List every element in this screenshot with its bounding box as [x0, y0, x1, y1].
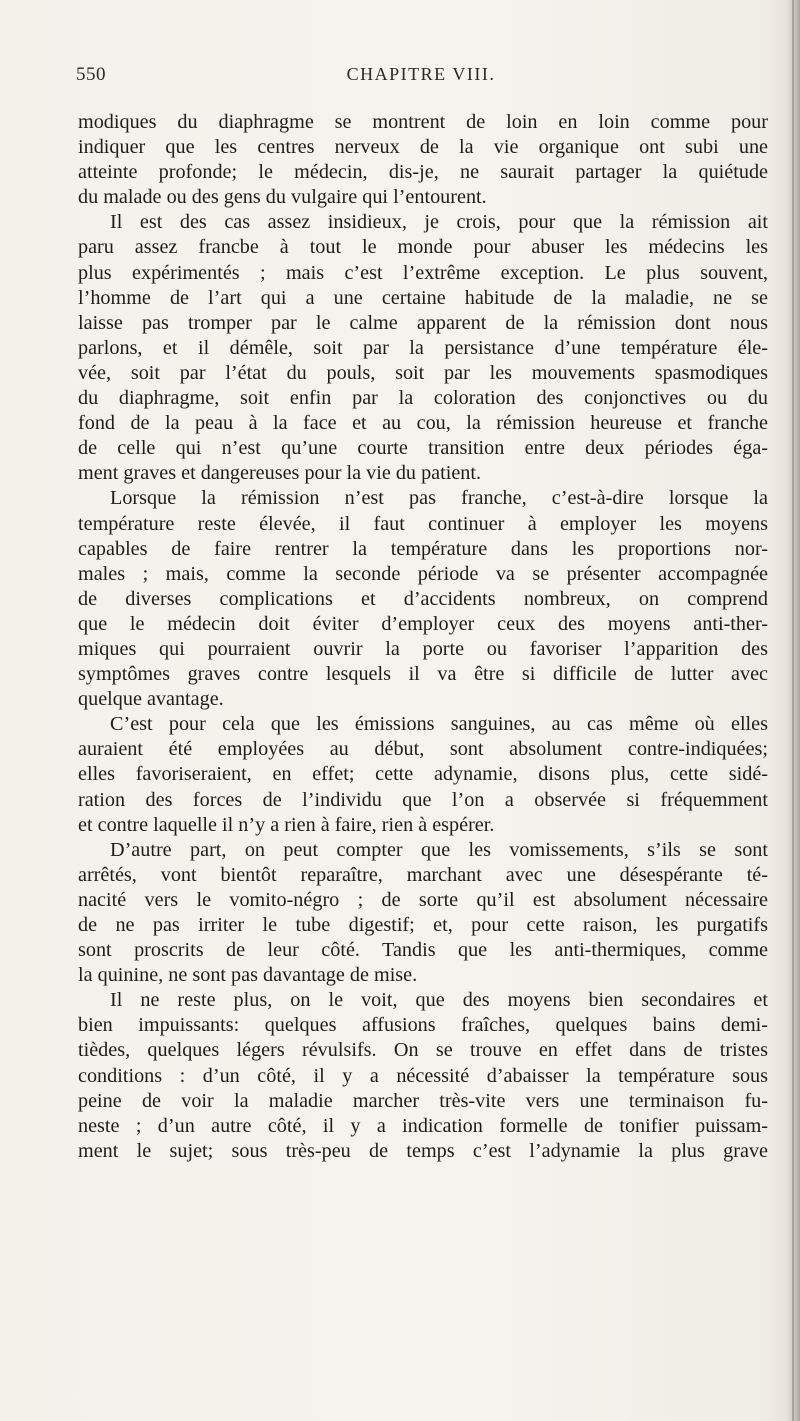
- text-line: elles favoriseraient, en effet; cette adynamie, disons plus, cette sidé-: [78, 763, 768, 786]
- text-line: capables de faire rentrer la température dans les proportions nor-: [78, 537, 768, 560]
- text-line: Lorsque la rémission n’est pas franche, c’est-à-dire lorsque la: [110, 487, 768, 510]
- text-line: auraient été employées au début, sont absolument contre-indiquées;: [78, 738, 768, 761]
- text-line: nacité vers le vomito-négro ; de sorte qu’il est absolument nécessaire: [78, 888, 768, 911]
- text-line: indiquer que les centres nerveux de la vie organique ont subi une: [78, 136, 768, 159]
- text-line: fond de la peau à la face et au cou, la rémission heureuse et franche: [78, 412, 768, 435]
- text-line: ment le sujet; sous très-peu de temps c’est l’adynamie la plus grave: [78, 1139, 768, 1162]
- text-line: que le médecin doit éviter d’employer ceux des moyens anti-ther-: [78, 612, 768, 635]
- text-line: vée, soit par l’état du pouls, soit par les mouvements spasmodiques: [78, 361, 768, 384]
- text-line: et contre laquelle il n’y a rien à faire, rien à espérer.: [78, 813, 495, 836]
- text-line: de diverses complications et d’accidents nombreux, on comprend: [78, 587, 768, 610]
- text-line: plus expérimentés ; mais c’est l’extrême exception. Le plus souvent,: [78, 261, 768, 284]
- text-line: Il ne reste plus, on le voit, que des moyens bien secondaires et: [110, 989, 768, 1012]
- page-number: 550: [76, 64, 106, 85]
- text-line: peine de voir la maladie marcher très-vite vers une terminaison fu-: [78, 1089, 768, 1112]
- text-line: ment graves et dangereuses pour la vie du patient.: [78, 462, 482, 485]
- text-line: laisse pas tromper par le calme apparent de la rémission dont nous: [78, 311, 768, 334]
- text-line: C’est pour cela que les émissions sanguines, au cas même où elles: [110, 713, 768, 736]
- text-line: arrêtés, vont bientôt reparaître, marchant avec une désespérante té-: [78, 863, 768, 886]
- text-line: la quinine, ne sont pas davantage de mise.: [78, 964, 418, 987]
- text-line: conditions : d’un côté, il y a nécessité d’abaisser la température sous: [78, 1064, 768, 1087]
- text-line: l’homme de l’art qui a une certaine habitude de la maladie, ne se: [78, 286, 768, 309]
- text-line: bien impuissants: quelques affusions fraîches, quelques bains demi-: [78, 1014, 768, 1037]
- text-line: sont proscrits de leur côté. Tandis que les anti-thermiques, comme: [78, 939, 768, 962]
- text-line: ration des forces de l’individu que l’on a observée si fréquemment: [78, 788, 768, 811]
- text-line: du malade ou des gens du vulgaire qui l’entourent.: [78, 186, 487, 209]
- text-line: tièdes, quelques légers révulsifs. On se trouve en effet dans de tristes: [78, 1039, 768, 1062]
- text-line: température reste élevée, il faut continuer à employer les moyens: [78, 512, 768, 535]
- text-line: neste ; d’un autre côté, il y a indication formelle de tonifier puissam-: [78, 1114, 768, 1137]
- text-line: D’autre part, on peut compter que les vomissements, s’ils se sont: [110, 838, 768, 861]
- page-edge-line: [792, 0, 794, 1421]
- text-line: males ; mais, comme la seconde période va se présenter accompagnée: [78, 562, 768, 585]
- text-line: symptômes graves contre lesquels il va être si difficile de lutter avec: [78, 663, 768, 686]
- running-header: [76, 64, 766, 94]
- text-line: Il est des cas assez insidieux, je crois, pour que la rémission ait: [110, 211, 768, 234]
- chapter-title: CHAPITRE VIII.: [346, 64, 496, 84]
- text-line: quelque avantage.: [78, 688, 224, 711]
- text-line: du diaphragme, soit enfin par la coloration des conjonctives ou du: [78, 387, 768, 410]
- text-line: miques qui pourraient ouvrir la porte ou favoriser l’apparition des: [78, 637, 768, 660]
- text-line: parlons, et il démêle, soit par la persistance d’une température éle-: [78, 336, 768, 359]
- body-text: [78, 110, 768, 1164]
- text-line: de ne pas irriter le tube digestif; et, pour cette raison, les purgatifs: [78, 914, 768, 936]
- text-line: de celle qui n’est qu’une courte transition entre deux périodes éga-: [78, 437, 768, 460]
- text-line: atteinte profonde; le médecin, dis-je, ne saurait partager la quiétude: [78, 161, 768, 184]
- text-line: modiques du diaphragme se montrent de loin en loin comme pour: [78, 111, 768, 133]
- text-line: paru assez francbe à tout le monde pour abuser les médecins les: [78, 236, 768, 259]
